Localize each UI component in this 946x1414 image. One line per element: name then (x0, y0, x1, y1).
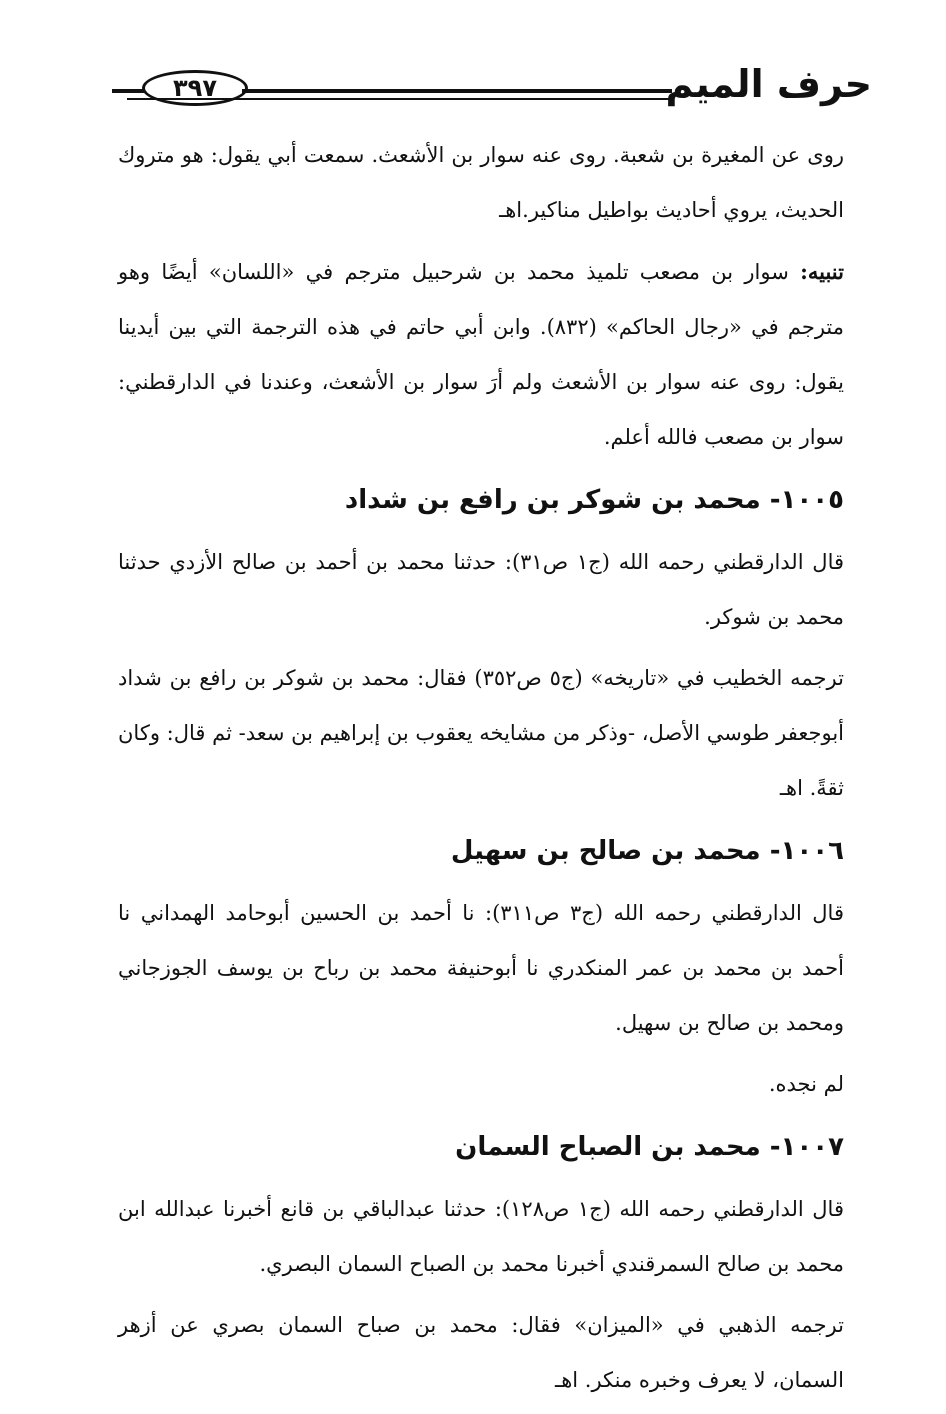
entry-1006-paragraph-1: قال الدارقطني رحمه الله (ج٣ ص٣١١): نا أحمد بن الحسين أبوحامد الهمداني نا أحمد بن محمد بن عمر المنكدري نا أبوحنيفة محمد بن رباح بن يوسف الجوزجاني ومحمد بن صالح بن سهيل. (118, 901, 844, 1035)
entry-1006-paragraph-2: لم نجده. (768, 1072, 844, 1096)
page-body (118, 128, 844, 1414)
entry-1007-paragraph-2: ترجمه الذهبي في «الميزان» فقال: محمد بن صباح السمان بصري عن أزهر السمان، لا يعرف وخبره منكر. اهـ (118, 1313, 844, 1392)
entry-heading-1007: ١٠٠٧- محمد بن الصباح السمان (455, 1132, 844, 1162)
note-paragraph (118, 244, 844, 465)
entry-heading-1005: ١٠٠٥- محمد بن شوكر بن رافع بن شداد (344, 485, 844, 515)
entry-1005-paragraph-2: ترجمه الخطيب في «تاريخه» (ج٥ ص٣٥٢) فقال: محمد بن شوكر بن رافع بن شداد أبوجعفر طوسي الأصل، -وذكر من مشايخه يعقوب بن إبراهيم بن سعد- ثم قال: وكان ثقةً. اهـ (118, 666, 844, 800)
entry-1005-paragraph-1: قال الدارقطني رحمه الله (ج١ ص٣١): حدثنا محمد بن أحمد بن صالح الأزدي حدثنا محمد بن شوكر. (118, 550, 845, 629)
page-number: ٣٩٧ (142, 70, 248, 106)
page-header (112, 62, 872, 112)
chapter-title: حرف الميم (665, 62, 872, 106)
intro-paragraph: روى عن المغيرة بن شعبة. روى عنه سوار بن الأشعث. سمعت أبي يقول: هو متروك الحديث، يروي أحاديث بواطيل مناكير.اهـ (118, 143, 844, 222)
entry-1007-paragraph-1: قال الدارقطني رحمه الله (ج١ ص١٢٨): حدثنا عبدالباقي بن قانع أخبرنا عبدالله ابن محمد بن صالح السمرقندي أخبرنا محمد بن الصباح السمان البصري. (118, 1197, 844, 1276)
header-rule (242, 89, 672, 93)
header-rule-tail (112, 89, 144, 93)
entry-heading-1006: ١٠٠٦- محمد بن صالح بن سهيل (450, 836, 844, 866)
note-text: سوار بن مصعب تلميذ محمد بن شرحبيل مترجم في «اللسان» أيضًا وهو مترجم في «رجال الحاكم» (٨٣٢). وابن أبي حاتم في هذه الترجمة التي بين أيدينا يقول: روى عنه سوار بن الأشعث ولم أرَ سوار بن الأشعث، وعندنا في الدارقطني: سوار بن مصعب فالله أعلم. (118, 260, 844, 449)
note-label: تنبيه: (800, 259, 844, 284)
